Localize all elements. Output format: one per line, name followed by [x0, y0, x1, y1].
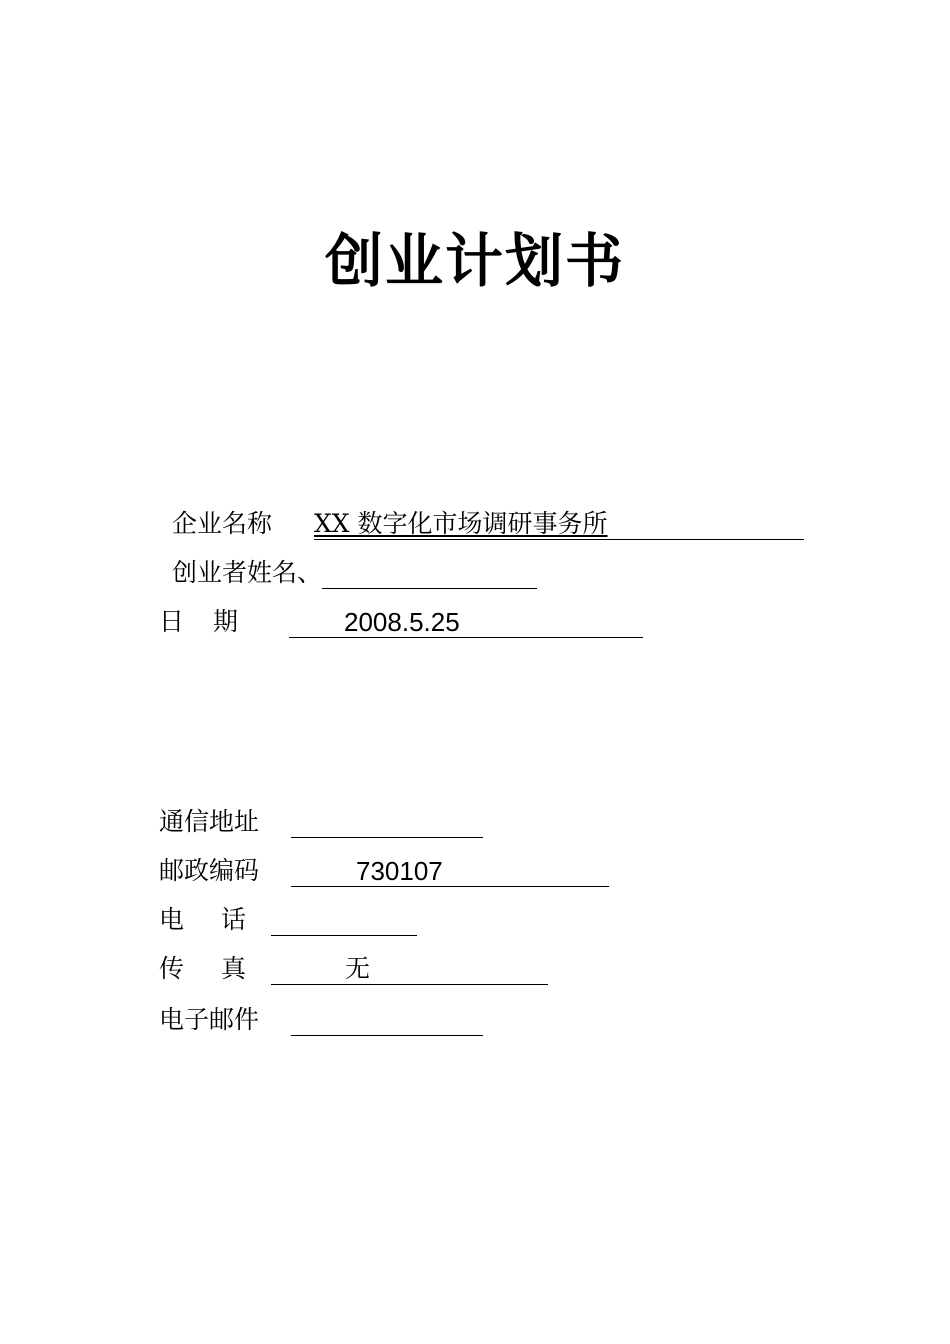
fax-label: 传 真 [159, 954, 253, 983]
company-name-row [172, 508, 812, 540]
postcode-label: 邮政编码 [159, 856, 260, 885]
date-row [159, 606, 659, 638]
founder-name-label: 创业者姓名、 [172, 558, 323, 587]
address-underline [291, 806, 483, 838]
postcode-value: 730107 [356, 856, 443, 886]
document-title: 创业计划书 [324, 227, 625, 295]
address-row [159, 806, 499, 838]
postcode-row [159, 855, 629, 887]
fax-row [159, 953, 559, 985]
company-name-label: 企业名称 [172, 509, 273, 538]
email-underline [291, 1004, 483, 1036]
founder-name-row [172, 557, 552, 589]
phone-underline [271, 904, 417, 936]
date-label: 日 期 [159, 607, 241, 636]
email-row [159, 1004, 499, 1036]
date-underline [289, 606, 643, 638]
email-label: 电子邮件 [159, 1005, 260, 1034]
phone-row [159, 904, 439, 936]
postcode-underline [291, 855, 609, 887]
fax-value: 无 [345, 954, 371, 983]
company-name-value: XX 数字化市场调研事务所 [314, 509, 608, 538]
address-label: 通信地址 [159, 807, 260, 836]
date-value: 2008.5.25 [344, 607, 460, 637]
phone-label: 电 话 [159, 905, 253, 934]
fax-underline [271, 953, 548, 985]
founder-name-underline [322, 557, 537, 589]
